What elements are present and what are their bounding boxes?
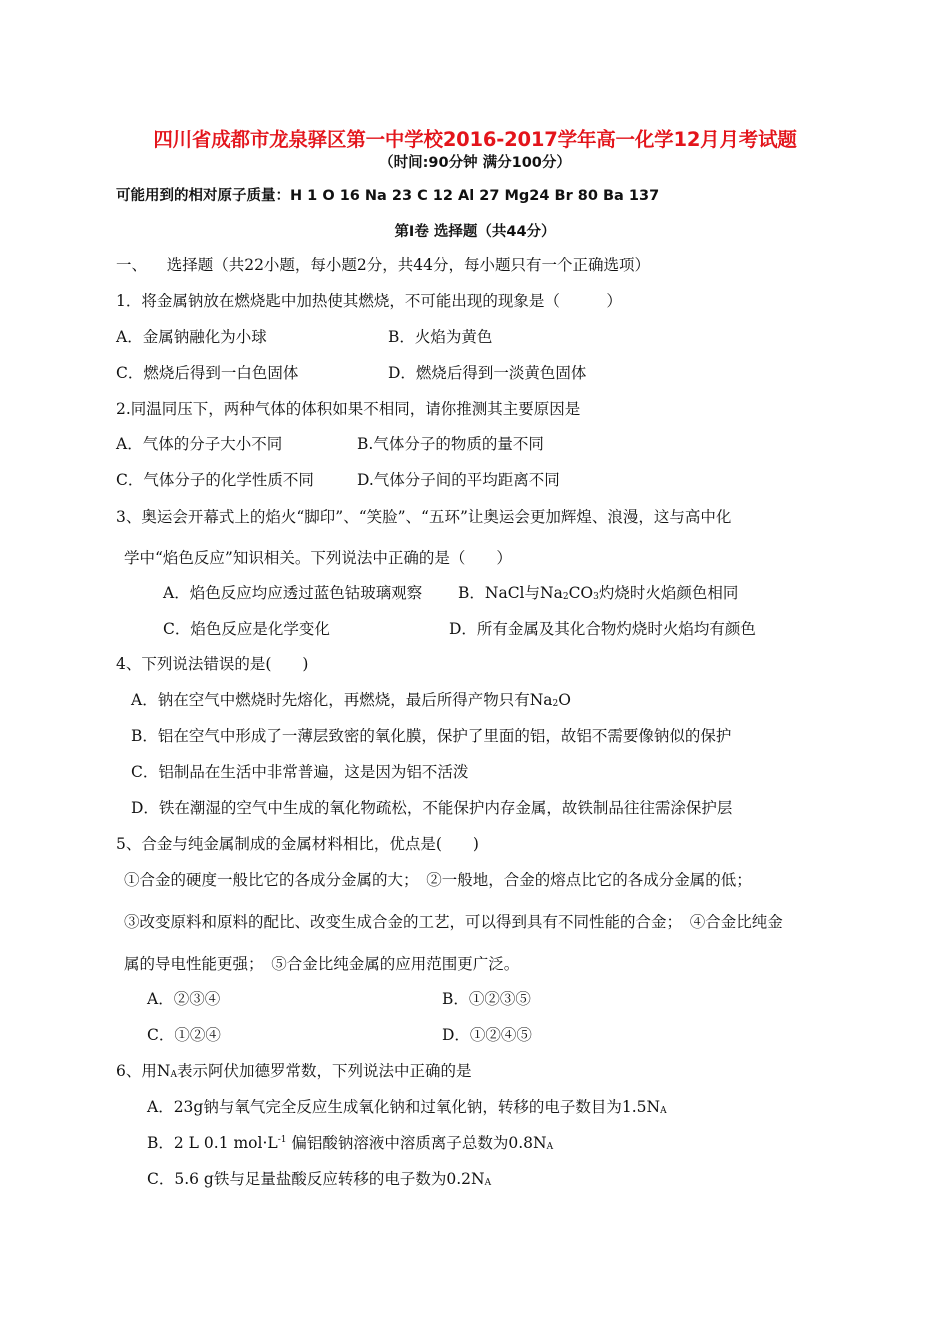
stem-text: 6、用N <box>116 1062 171 1080</box>
question-5-statement-line3: 属的导电性能更强； ⑤合金比纯金属的应用范围更广泛。 <box>124 955 520 973</box>
exam-subtitle: （时间:90分钟 满分100分） <box>379 155 571 171</box>
question-6-option-b <box>147 1133 553 1153</box>
question-6-stem <box>116 1061 471 1081</box>
question-3-option-c: C．焰色反应是化学变化 <box>163 620 330 638</box>
option-b-text: 偏铝酸钠溶液中溶质离子总数为0.8N <box>286 1134 547 1152</box>
question-4-stem: 4、下列说法错误的是( ) <box>116 655 309 673</box>
section-title: 第Ⅰ卷 选择题（共44分） <box>394 224 556 240</box>
question-5-option-b: B．①②③⑤ <box>442 990 531 1008</box>
question-3-option-a: A．焰色反应均应透过蓝色钴玻璃观察 <box>163 584 423 602</box>
question-1-stem: 1．将金属钠放在燃烧匙中加热使其燃烧，不可能出现的现象是（ ） <box>116 292 622 310</box>
question-5-option-d: D．①②④⑤ <box>442 1026 532 1044</box>
option-a-text: A．钠在空气中燃烧时先熔化，再燃烧，最后所得产物只有Na <box>131 691 553 709</box>
question-1-option-b: B．火焰为黄色 <box>388 328 493 346</box>
subscript: A <box>484 1178 492 1188</box>
question-3-stem-line2: 学中“焰色反应”知识相关。下列说法中正确的是（ ） <box>124 549 512 567</box>
question-4-option-c: C．铝制品在生活中非常普遍，这是因为铝不活泼 <box>131 763 469 781</box>
question-3-option-b <box>458 583 738 603</box>
subscript: A <box>170 1070 177 1080</box>
option-c-text: C．5.6 g铁与足量盐酸反应转移的电子数为0.2N <box>147 1170 485 1188</box>
atomic-masses: 可能用到的相对原子质量：H 1 O 16 Na 23 C 12 Al 27 Mg24 Br 80 Ba 137 <box>116 188 660 204</box>
subscript: 3 <box>593 592 599 602</box>
exam-title: 四川省成都市龙泉驿区第一中学校2016-2017学年高一化学12月月考试题 <box>153 128 797 151</box>
question-1-option-a: A．金属钠融化为小球 <box>116 328 267 346</box>
question-1-option-c: C．燃烧后得到一白色固体 <box>116 364 299 382</box>
superscript: -1 <box>277 1134 287 1145</box>
question-2-option-d: D.气体分子间的平均距离不同 <box>357 471 560 489</box>
question-1-option-d: D．燃烧后得到一淡黄色固体 <box>388 364 587 382</box>
subscript: A <box>546 1142 554 1152</box>
subscript: A <box>660 1106 667 1116</box>
question-2-stem: 2.同温同压下，两种气体的体积如果不相同，请你推测其主要原因是 <box>116 400 581 418</box>
question-5-stem: 5、合金与纯金属制成的金属材料相比，优点是( ) <box>116 835 479 853</box>
question-3-stem-line1: 3、奥运会开幕式上的焰火“脚印”、“笑脸”、“五环”让奥运会更加辉煌、浪漫，这与高中化 <box>116 508 732 526</box>
subscript: 2 <box>562 592 569 602</box>
part-heading: 一、 选择题（共22小题，每小题2分，共44分，每小题只有一个正确选项） <box>116 256 651 274</box>
question-2-option-a: A．气体的分子大小不同 <box>116 435 283 453</box>
option-b-text: B．2 L 0.1 mol·L <box>147 1134 278 1152</box>
question-5-statement-line2: ③改变原料和原料的配比、改变生成合金的工艺，可以得到具有不同性能的合金； ④合金比纯金 <box>124 913 783 931</box>
option-b-text: B．NaCl与Na <box>458 584 563 602</box>
stem-text: 表示阿伏加德罗常数，下列说法中正确的是 <box>176 1062 472 1080</box>
question-6-option-c <box>147 1169 491 1189</box>
option-b-text: 灼烧时火焰颜色相同 <box>598 584 739 602</box>
question-6-option-a <box>147 1097 667 1117</box>
option-b-text: CO <box>568 584 594 602</box>
question-3-option-d: D．所有金属及其化合物灼烧时火焰均有颜色 <box>449 620 756 638</box>
question-4-option-d: D．铁在潮湿的空气中生成的氧化物疏松，不能保护内存金属，故铁制品往往需涂保护层 <box>131 799 733 817</box>
question-5-option-a: A．②③④ <box>147 990 221 1008</box>
question-4-option-a <box>131 690 571 710</box>
option-a-text: O <box>558 691 571 709</box>
question-4-option-b: B．铝在空气中形成了一薄层致密的氧化膜，保护了里面的铝，故铝不需要像钠似的保护 <box>131 727 732 745</box>
option-a-text: A．23g钠与氧气完全反应生成氧化钠和过氧化钠，转移的电子数目为1.5N <box>147 1098 661 1116</box>
subscript: 2 <box>552 699 559 709</box>
question-2-option-c: C．气体分子的化学性质不同 <box>116 471 314 489</box>
question-5-statement-line1: ①合金的硬度一般比它的各成分金属的大； ②一般地，合金的熔点比它的各成分金属的低； <box>124 871 752 889</box>
question-5-option-c: C．①②④ <box>147 1026 221 1044</box>
question-2-option-b: B.气体分子的物质的量不同 <box>357 435 544 453</box>
